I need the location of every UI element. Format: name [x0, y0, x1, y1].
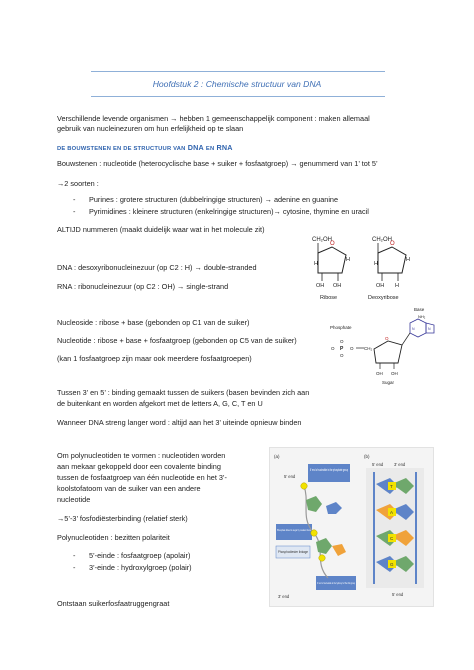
five-end-right: 5’ end: [372, 462, 384, 467]
three-end-right: 3’ end: [394, 462, 406, 467]
section-heading: [57, 143, 233, 152]
nucleotide-text: Nucleotide : ribose + base + fosfaatgroep (gebonden op C5 van de suiker): [57, 336, 297, 345]
einde-text: 3’-einde : hydroxylgroep (polair): [89, 563, 192, 572]
bullet-dash: -: [73, 207, 76, 216]
chapter-title: Hoofdstuk 2 : Chemische structuur van DNA: [152, 79, 322, 89]
deoxy-h3: H: [395, 283, 399, 289]
bullet-dash: -: [73, 551, 76, 560]
info-box-2: [276, 524, 312, 540]
phosphate-node: [311, 530, 317, 536]
base-n2: N: [428, 327, 431, 331]
poly-line-3: tussen de fosfaatgroep van één nucleotide en het 3’-: [57, 473, 227, 482]
base-g: G: [390, 562, 394, 567]
deoxy-h1: H: [374, 261, 378, 267]
intro-line-1: Verschillende levende organismen → hebben 1 gemeenschappelijk component : maken allemaal: [57, 114, 370, 123]
nucleoside-text: Nucleoside : ribose + base (gebonden op C1 van de suiker): [57, 318, 250, 327]
poly-line-2: aan mekaar gekoppeld door een covalente binding: [57, 462, 221, 471]
ribose-oh1: OH: [316, 283, 325, 289]
dna-strand-svg: [270, 448, 433, 606]
base-t: T: [390, 484, 393, 489]
ribose-diagram: [300, 233, 360, 305]
intro-line-2: gebruik van nucleinezuren om hun erfelijkheid op te slaan: [57, 124, 244, 133]
poly-line-4: koolstofatoom van de suiker van een andere: [57, 484, 201, 493]
section-heading-dna: DNA: [187, 143, 204, 152]
poly-line-5: nucleotide: [57, 495, 91, 504]
fosfodiester-text: →5’-3’ fosfodiësterbinding (relatief sterk): [57, 514, 188, 523]
info-box-3-text: Phosphodiester linkage: [278, 550, 309, 554]
nucleotide-phosphate-label: Phosphate: [330, 325, 352, 330]
base-shape: [326, 502, 342, 514]
header-rule-bottom: [91, 96, 385, 97]
nucleotide-nh2: NH₂: [418, 314, 426, 319]
section-heading-rna: RNA: [216, 143, 233, 152]
phosphate-o-left: O: [331, 346, 335, 351]
einde-text: 5’-einde : fosfaatgroep (apolair): [89, 551, 191, 560]
twee-soorten-text: →2 soorten :: [57, 179, 99, 188]
nucleotide-diagram: [330, 305, 440, 387]
ribose-caption: Ribose: [320, 295, 338, 301]
poly-line-1: Om polynucleotiden te vormen : nucleotiden worden: [57, 451, 226, 460]
deoxy-h2: H: [406, 257, 410, 263]
deoxy-o: O: [390, 241, 395, 247]
ribose-o: O: [330, 241, 335, 247]
nucleotide-sugar-label: Sugar: [382, 380, 395, 385]
deoxy-ring: [378, 247, 406, 273]
base-a: A: [390, 510, 394, 515]
soort-text: Purines : grotere structuren (dubbelringige structuren) → adenine en guanine: [89, 195, 339, 204]
sugar-oh1: OH: [376, 371, 383, 376]
phosphate-node: [319, 555, 325, 561]
deoxy-ch2oh: CH₂OH: [372, 237, 392, 243]
tussen-line-2: de buitenkant en worden afgekort met de letters A, G, C, T en U: [57, 399, 263, 408]
dna-text: DNA : desoxyribonucleinezuur (op C2 : H) → double-stranded: [57, 263, 257, 272]
sugar-oh2: OH: [391, 371, 398, 376]
label-b: (b): [364, 454, 370, 459]
wanneer-text: Wanneer DNA streng langer word : altijd aan het 3’ uiteinde opnieuw binden: [57, 418, 302, 427]
three-end: 3’ end: [278, 594, 290, 599]
phosphate-o-right: O: [350, 346, 354, 351]
sugar-ring: [374, 341, 402, 363]
deoxy-oh: OH: [376, 283, 385, 289]
ontstaan-text: Ontstaan suikerfosfaatruggengraat: [57, 599, 170, 608]
info-box-1: [308, 464, 350, 482]
info-box-2-text: Phosphate linked to sugar by covalent bond: [277, 528, 312, 532]
header-rule-top: [91, 71, 385, 72]
fosfaat-note: (kan 1 fosfaatgroep zijn maar ook meerdere fosfaatgroepen): [57, 354, 252, 363]
base-shape: [332, 544, 346, 556]
polariteit-text: Polynucleotiden : bezitten polariteit: [57, 533, 170, 542]
sugar-o: O: [385, 336, 389, 341]
bouwstenen-text: Bouwstenen : nucleotide (heterocyclische base + suiker + fosfaatgroep) → genummerd van 1’ tot 5’: [57, 159, 378, 168]
phosphate-o-top: O: [340, 339, 344, 344]
dna-strand-figure: [269, 447, 434, 607]
phosphate-p: P: [340, 346, 344, 352]
rna-text: RNA : ribonucleinezuur (op C2 : OH) → single-strand: [57, 282, 229, 291]
ribose-ch2oh: CH₂OH: [312, 237, 332, 243]
five-end-top: 5’ end: [284, 474, 296, 479]
altijd-text: ALTIJD nummeren (maakt duidelijk waar wat in het molecule zit): [57, 225, 265, 234]
base-n1: N: [412, 327, 415, 331]
ribose-ring: [318, 247, 346, 273]
label-a: (a): [274, 454, 280, 459]
five-end-bottom: 5’ end: [392, 592, 404, 597]
phosphate-node: [301, 483, 307, 489]
ribose-oh2: OH: [333, 283, 342, 289]
phosphate-o-bottom: O: [340, 353, 344, 358]
deoxy-caption: Deoxyribose: [368, 295, 399, 301]
tussen-line-1: Tussen 3’ en 5’ : binding gemaakt tussen de suikers (basen bevinden zich aan: [57, 388, 310, 397]
section-heading-en: EN: [205, 146, 215, 152]
bullet-dash: -: [73, 195, 76, 204]
info-box-1-text: 5’ end of nucleotide is the phosphate group: [310, 468, 349, 472]
info-box-4-text: 3’ end of nucleotide is the hydroxyl of the OH group: [317, 581, 356, 585]
nucleotide-base-label: Base: [414, 307, 425, 312]
ribose-h1: H: [314, 261, 318, 267]
bullet-dash: -: [73, 563, 76, 572]
soort-text: Pyrimidines : kleinere structuren (enkelringige structuren)→ cytosine, thymine en uracil: [89, 207, 369, 216]
sugar-ch2: CH₂: [364, 346, 373, 351]
ribose-h2: H: [346, 257, 350, 263]
base-c: C: [390, 536, 394, 541]
section-heading-part1: DE BOUWSTENEN EN DE STRUCTUUR VAN: [57, 146, 186, 152]
deoxyribose-diagram: [362, 233, 424, 305]
sugar-pentagon: [306, 496, 322, 512]
